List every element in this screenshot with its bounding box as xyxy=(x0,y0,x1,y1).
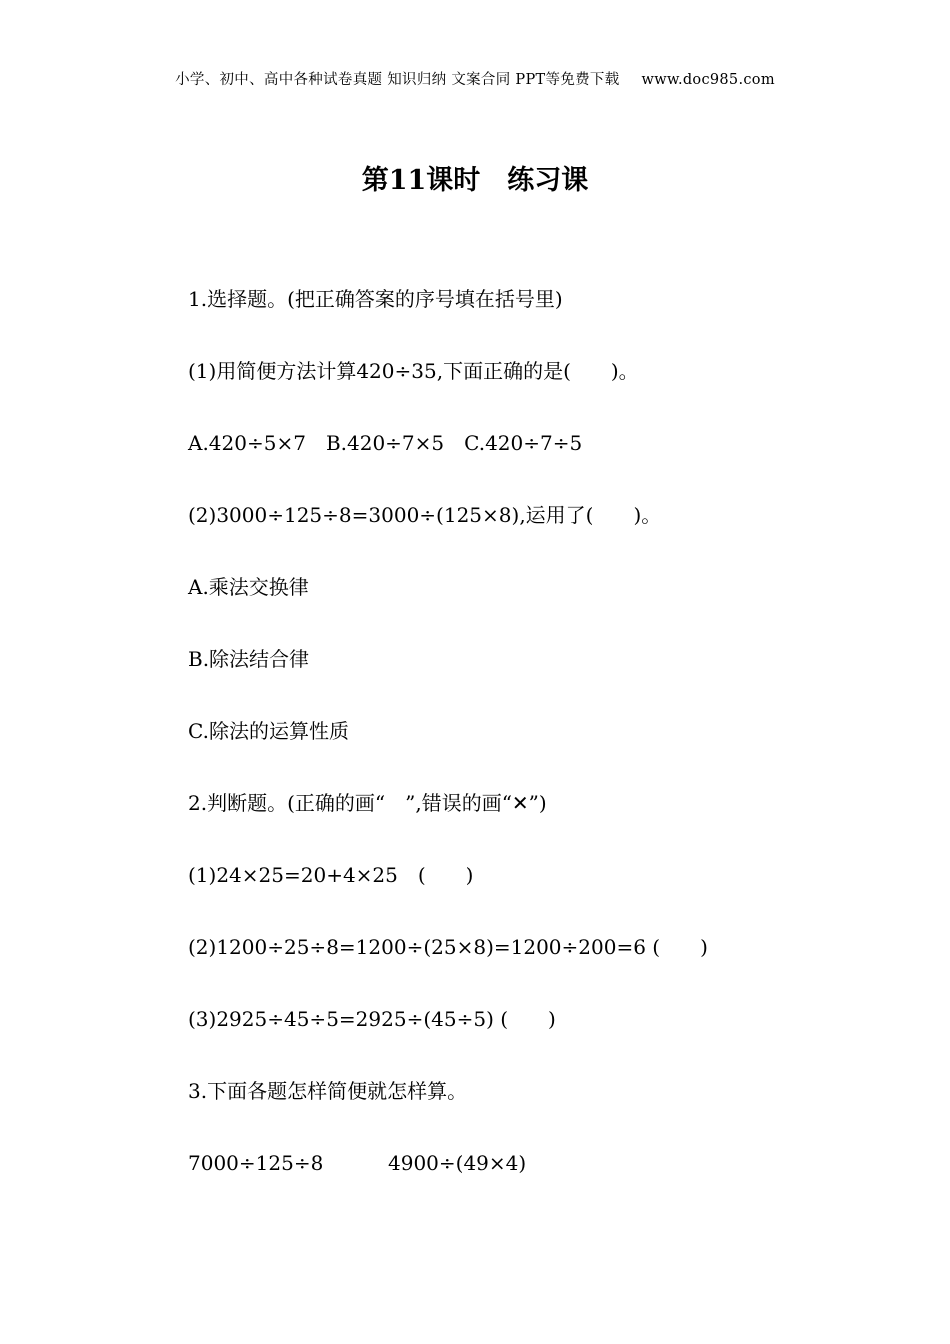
section3-heading: 3.下面各题怎样简便就怎样算。 xyxy=(188,1079,468,1103)
s1-question-1: (1)用简便方法计算420÷35,下面正确的是( )。 xyxy=(188,359,639,383)
s3-expression-1: 7000÷125÷8 xyxy=(188,1151,324,1175)
section2-heading: 2.判断题。(正确的画“ ”,错误的画“✕”) xyxy=(188,791,547,815)
s1-question-2: (2)3000÷125÷8=3000÷(125×8),运用了( )。 xyxy=(188,503,662,527)
s1-question-2-option-c: C.除法的运算性质 xyxy=(188,719,349,743)
s1-question-2-option-a: A.乘法交换律 xyxy=(188,575,309,599)
header-site: www.doc985.com xyxy=(641,72,775,88)
s2-question-3: (3)2925÷45÷5=2925÷(45÷5) ( ) xyxy=(188,1007,556,1031)
s2-question-2: (2)1200÷25÷8=1200÷(25×8)=1200÷200=6 ( ) xyxy=(188,935,708,959)
s1-question-1-options: A.420÷5×7 B.420÷7×5 C.420÷7÷5 xyxy=(188,431,583,455)
section1-heading: 1.选择题。(把正确答案的序号填在括号里) xyxy=(188,287,563,311)
s3-expression-2: 4900÷(49×4) xyxy=(388,1151,527,1175)
page-header xyxy=(0,68,950,89)
page-title: 第11课时 练习课 xyxy=(361,165,589,196)
s2-question-1: (1)24×25=20+4×25 ( ) xyxy=(188,863,474,887)
header-text: 小学、初中、高中各种试卷真题 知识归纳 文案合同 PPT等免费下载 xyxy=(175,72,620,88)
s1-question-2-option-b: B.除法结合律 xyxy=(188,647,310,671)
